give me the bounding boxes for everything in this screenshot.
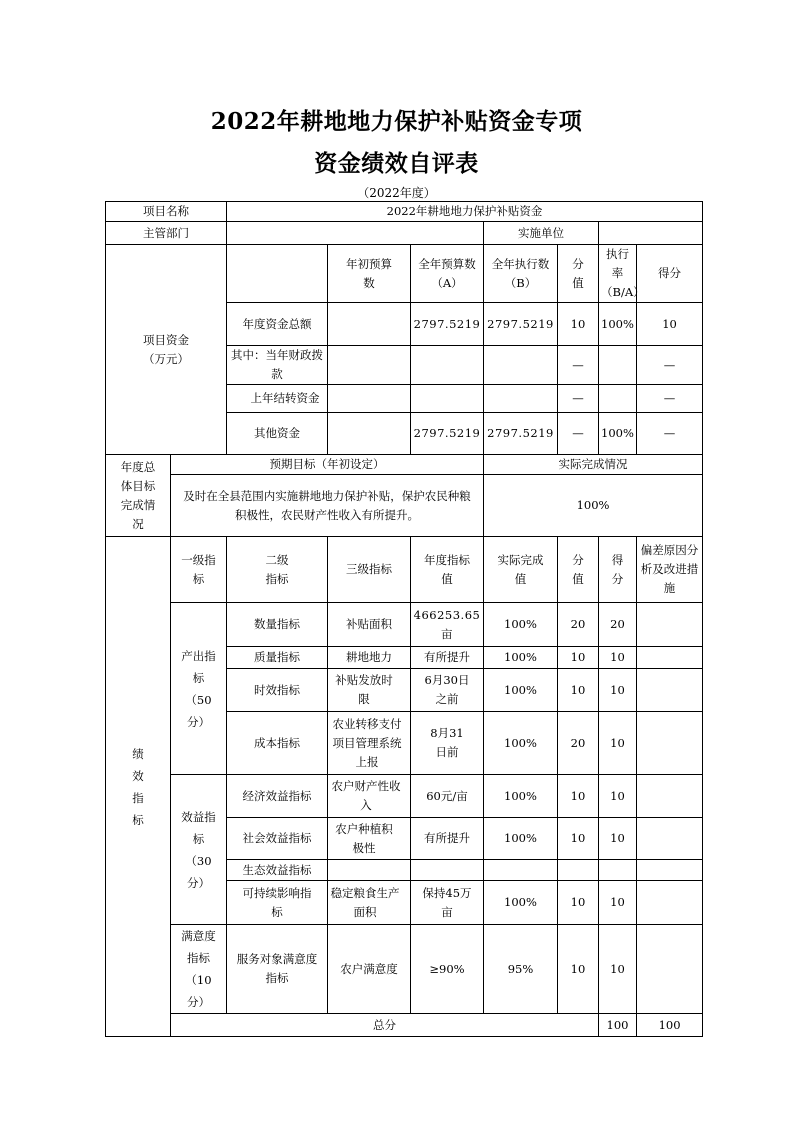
project-name-label: 项目名称 — [106, 202, 227, 222]
department-row — [106, 222, 703, 245]
header-initial-budget: 年初预算数 — [328, 245, 411, 303]
year-note: （2022年度） — [357, 186, 436, 200]
indicator-target: 有所提升 — [411, 818, 484, 860]
indicator-level2: 质量指标 — [227, 647, 328, 669]
indicator-level3: 补贴发放时限 — [328, 669, 411, 712]
indicator-weight: 20 — [558, 603, 599, 647]
funds-header-blank — [227, 245, 328, 303]
funds-rate — [599, 346, 637, 385]
funds-budget — [411, 346, 484, 385]
expected-goal-text: 及时在全县范围内实施耕地地力保护补贴，保护农民种粮积极性，农民财产性收入有所提升。 — [171, 475, 484, 537]
document-title-line2: 资金绩效自评表 — [314, 150, 479, 177]
indicator-level3: 稳定粮食生产面积 — [328, 881, 411, 925]
group-benefit: 效益指标（30分） — [171, 775, 227, 925]
funds-header-row — [106, 245, 703, 303]
header-score-weight: 分值 — [558, 245, 599, 303]
header-exec-rate: 执行率（B/A） — [599, 245, 637, 303]
indicator-deviation — [637, 712, 703, 775]
funds-budget — [411, 385, 484, 413]
indicator-level3 — [328, 860, 411, 881]
indicator-score — [599, 860, 637, 881]
indicator-deviation — [637, 881, 703, 925]
indicator-deviation — [637, 925, 703, 1014]
funds-exec: 2797.5219 — [484, 413, 558, 455]
performance-self-evaluation-table — [105, 201, 703, 1037]
indicator-row-satisfaction — [106, 925, 703, 1014]
header-level2: 二级指标 — [227, 537, 328, 603]
funds-row-label: 其中：当年财政拨款 — [227, 346, 328, 385]
indicator-weight: 10 — [558, 881, 599, 925]
indicator-row-quantity — [106, 603, 703, 647]
indicator-deviation — [637, 860, 703, 881]
total-label: 总分 — [171, 1014, 599, 1037]
indicator-level3: 农户满意度 — [328, 925, 411, 1014]
total-row — [106, 1014, 703, 1037]
indicator-actual — [484, 860, 558, 881]
funds-exec: 2797.5219 — [484, 303, 558, 346]
header-level3: 三级指标 — [328, 537, 411, 603]
indicator-score: 10 — [599, 647, 637, 669]
indicator-level2: 数量指标 — [227, 603, 328, 647]
indicator-level2: 可持续影响指标 — [227, 881, 328, 925]
document-title-line1: 2022年耕地地力保护补贴资金专项 — [210, 108, 583, 135]
indicator-level2: 生态效益指标 — [227, 860, 328, 881]
funds-row-label: 其他资金 — [227, 413, 328, 455]
funds-budget: 2797.5219 — [411, 303, 484, 346]
performance-header-row — [106, 537, 703, 603]
funds-score: — — [637, 385, 703, 413]
indicator-score: 20 — [599, 603, 637, 647]
indicator-score: 10 — [599, 669, 637, 712]
indicator-level3: 农业转移支付项目管理系统上报 — [328, 712, 411, 775]
indicator-score: 10 — [599, 818, 637, 860]
header-annual-exec: 全年执行数（B） — [484, 245, 558, 303]
indicator-weight — [558, 860, 599, 881]
funds-score: — — [637, 413, 703, 455]
indicator-weight: 20 — [558, 712, 599, 775]
header-deviation: 偏差原因分析及改进措施 — [637, 537, 703, 603]
performance-label: 绩效指标 — [106, 537, 171, 1037]
funds-score: — — [637, 346, 703, 385]
implementing-unit-label: 实施单位 — [484, 222, 599, 245]
expected-goal-header: 预期目标（年初设定） — [171, 455, 484, 475]
indicator-weight: 10 — [558, 647, 599, 669]
header-annual-budget: 全年预算数（A） — [411, 245, 484, 303]
header-score: 得分 — [637, 245, 703, 303]
indicator-actual: 95% — [484, 925, 558, 1014]
indicator-score: 10 — [599, 775, 637, 818]
actual-completion-header: 实际完成情况 — [484, 455, 703, 475]
header-actual: 实际完成值 — [484, 537, 558, 603]
indicator-score: 10 — [599, 925, 637, 1014]
indicator-actual: 100% — [484, 669, 558, 712]
funds-initial — [328, 346, 411, 385]
indicator-level3: 补贴面积 — [328, 603, 411, 647]
indicator-actual: 100% — [484, 712, 558, 775]
funds-weight: — — [558, 385, 599, 413]
group-satisfaction: 满意度指标（10分） — [171, 925, 227, 1014]
annual-goal-content-row — [106, 475, 703, 537]
indicator-weight: 10 — [558, 925, 599, 1014]
indicator-level2: 成本指标 — [227, 712, 328, 775]
funds-weight: — — [558, 413, 599, 455]
indicator-actual: 100% — [484, 881, 558, 925]
indicator-actual: 100% — [484, 647, 558, 669]
indicator-target: ≥90% — [411, 925, 484, 1014]
indicator-target: 466253.65亩 — [411, 603, 484, 647]
implementing-unit-value — [599, 222, 703, 245]
header-weight: 分值 — [558, 537, 599, 603]
funds-exec — [484, 346, 558, 385]
funds-initial — [328, 385, 411, 413]
group-output: 产出指标（50分） — [171, 603, 227, 775]
funds-budget: 2797.5219 — [411, 413, 484, 455]
annual-goal-label: 年度总体目标完成情况 — [106, 455, 171, 537]
total-weight: 100 — [599, 1014, 637, 1037]
indicator-score: 10 — [599, 881, 637, 925]
funds-rate: 100% — [599, 303, 637, 346]
indicator-deviation — [637, 775, 703, 818]
indicator-deviation — [637, 647, 703, 669]
indicator-target — [411, 860, 484, 881]
indicator-level2: 经济效益指标 — [227, 775, 328, 818]
indicator-level3: 农户财产性收入 — [328, 775, 411, 818]
header-level1: 一级指标 — [171, 537, 227, 603]
indicator-row-economic — [106, 775, 703, 818]
funds-exec — [484, 385, 558, 413]
header-score: 得分 — [599, 537, 637, 603]
indicator-target: 6月30日之前 — [411, 669, 484, 712]
funds-rate: 100% — [599, 413, 637, 455]
indicator-weight: 10 — [558, 669, 599, 712]
funds-initial — [328, 413, 411, 455]
indicator-deviation — [637, 669, 703, 712]
indicator-actual: 100% — [484, 818, 558, 860]
funds-label: 项目资金（万元） — [106, 245, 227, 455]
department-value — [227, 222, 484, 245]
indicator-level3: 农户种植积极性 — [328, 818, 411, 860]
funds-score: 10 — [637, 303, 703, 346]
indicator-weight: 10 — [558, 775, 599, 818]
project-name-row — [106, 202, 703, 222]
funds-weight: 10 — [558, 303, 599, 346]
project-name-value: 2022年耕地地力保护补贴资金 — [227, 202, 703, 222]
funds-row-label: 年度资金总额 — [227, 303, 328, 346]
indicator-level2: 社会效益指标 — [227, 818, 328, 860]
funds-weight: — — [558, 346, 599, 385]
header-target: 年度指标值 — [411, 537, 484, 603]
funds-row-label: 上年结转资金 — [227, 385, 328, 413]
indicator-score: 10 — [599, 712, 637, 775]
indicator-target: 有所提升 — [411, 647, 484, 669]
indicator-deviation — [637, 603, 703, 647]
indicator-level3: 耕地地力 — [328, 647, 411, 669]
indicator-target: 60元/亩 — [411, 775, 484, 818]
indicator-level2: 服务对象满意度指标 — [227, 925, 328, 1014]
indicator-target: 8月31日前 — [411, 712, 484, 775]
department-label: 主管部门 — [106, 222, 227, 245]
indicator-target: 保持45万亩 — [411, 881, 484, 925]
funds-initial — [328, 303, 411, 346]
indicator-actual: 100% — [484, 603, 558, 647]
indicator-actual: 100% — [484, 775, 558, 818]
indicator-weight: 10 — [558, 818, 599, 860]
actual-completion-value: 100% — [484, 475, 703, 537]
funds-rate — [599, 385, 637, 413]
total-score: 100 — [637, 1014, 703, 1037]
indicator-level2: 时效指标 — [227, 669, 328, 712]
indicator-deviation — [637, 818, 703, 860]
annual-goal-header-row — [106, 455, 703, 475]
